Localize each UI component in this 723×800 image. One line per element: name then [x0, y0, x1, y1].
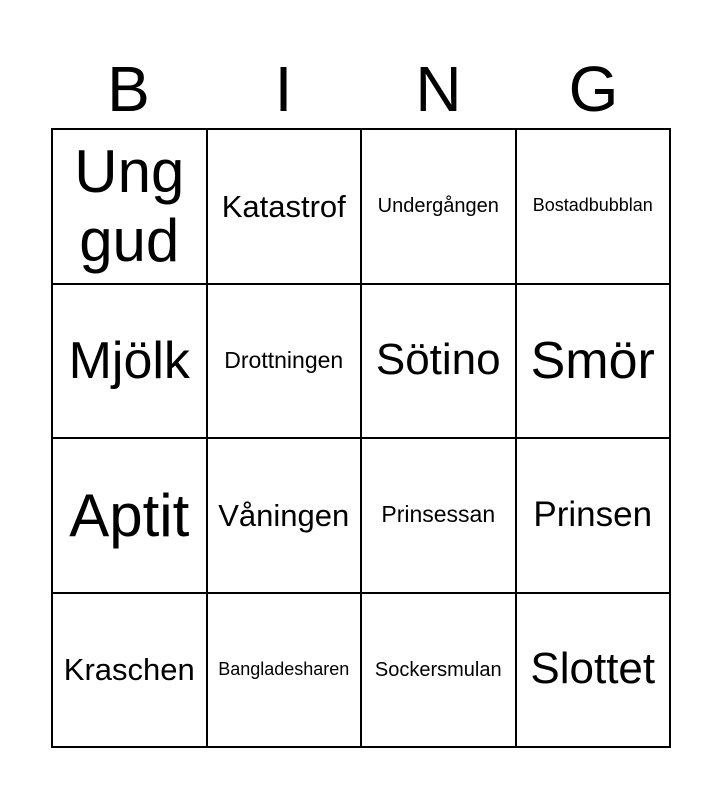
- header-letter-n: N: [415, 53, 462, 125]
- cell-label: Mjölk: [68, 331, 190, 390]
- cell-label: Aptit: [69, 481, 190, 549]
- header-letter-b: B: [107, 53, 150, 125]
- bingo-cell[interactable]: [53, 285, 208, 440]
- cell-label: Ung gud: [74, 138, 185, 275]
- cell-label: Slottet: [530, 644, 656, 694]
- cell-label: Våningen: [218, 497, 350, 533]
- cell-label: Sockersmulan: [374, 658, 502, 681]
- bingo-cell[interactable]: [53, 594, 208, 749]
- bingo-cell[interactable]: [517, 594, 672, 749]
- bingo-cell[interactable]: [362, 439, 517, 594]
- cell-label: Drottningen: [224, 346, 344, 373]
- cell-label: Smör: [530, 331, 655, 390]
- cell-label: Sötino: [375, 335, 501, 385]
- bingo-cell[interactable]: [517, 285, 672, 440]
- bingo-cell[interactable]: [208, 285, 363, 440]
- cell-label: Bostadbubblan: [532, 195, 653, 216]
- bingo-header: [51, 50, 671, 128]
- cell-label: Kraschen: [63, 652, 195, 688]
- bingo-cell[interactable]: [53, 439, 208, 594]
- header-letter-i: I: [274, 53, 293, 125]
- cell-label: Undergången: [377, 195, 499, 218]
- bingo-cell[interactable]: [362, 285, 517, 440]
- header-letter-g: G: [568, 53, 619, 125]
- bingo-cell[interactable]: [517, 439, 672, 594]
- bingo-cell[interactable]: [208, 130, 363, 285]
- bingo-cell[interactable]: [53, 130, 208, 285]
- cell-label: Bangladesharen: [218, 658, 350, 679]
- bingo-cell[interactable]: [208, 594, 363, 749]
- bingo-cell[interactable]: [517, 130, 672, 285]
- cell-label: Prinsessan: [381, 501, 496, 528]
- bingo-cell[interactable]: [208, 439, 363, 594]
- bingo-board: [51, 128, 671, 748]
- cell-label: Katastrof: [221, 188, 346, 224]
- bingo-cell[interactable]: [362, 130, 517, 285]
- cell-label: Prinsen: [533, 495, 653, 535]
- bingo-cell[interactable]: [362, 594, 517, 749]
